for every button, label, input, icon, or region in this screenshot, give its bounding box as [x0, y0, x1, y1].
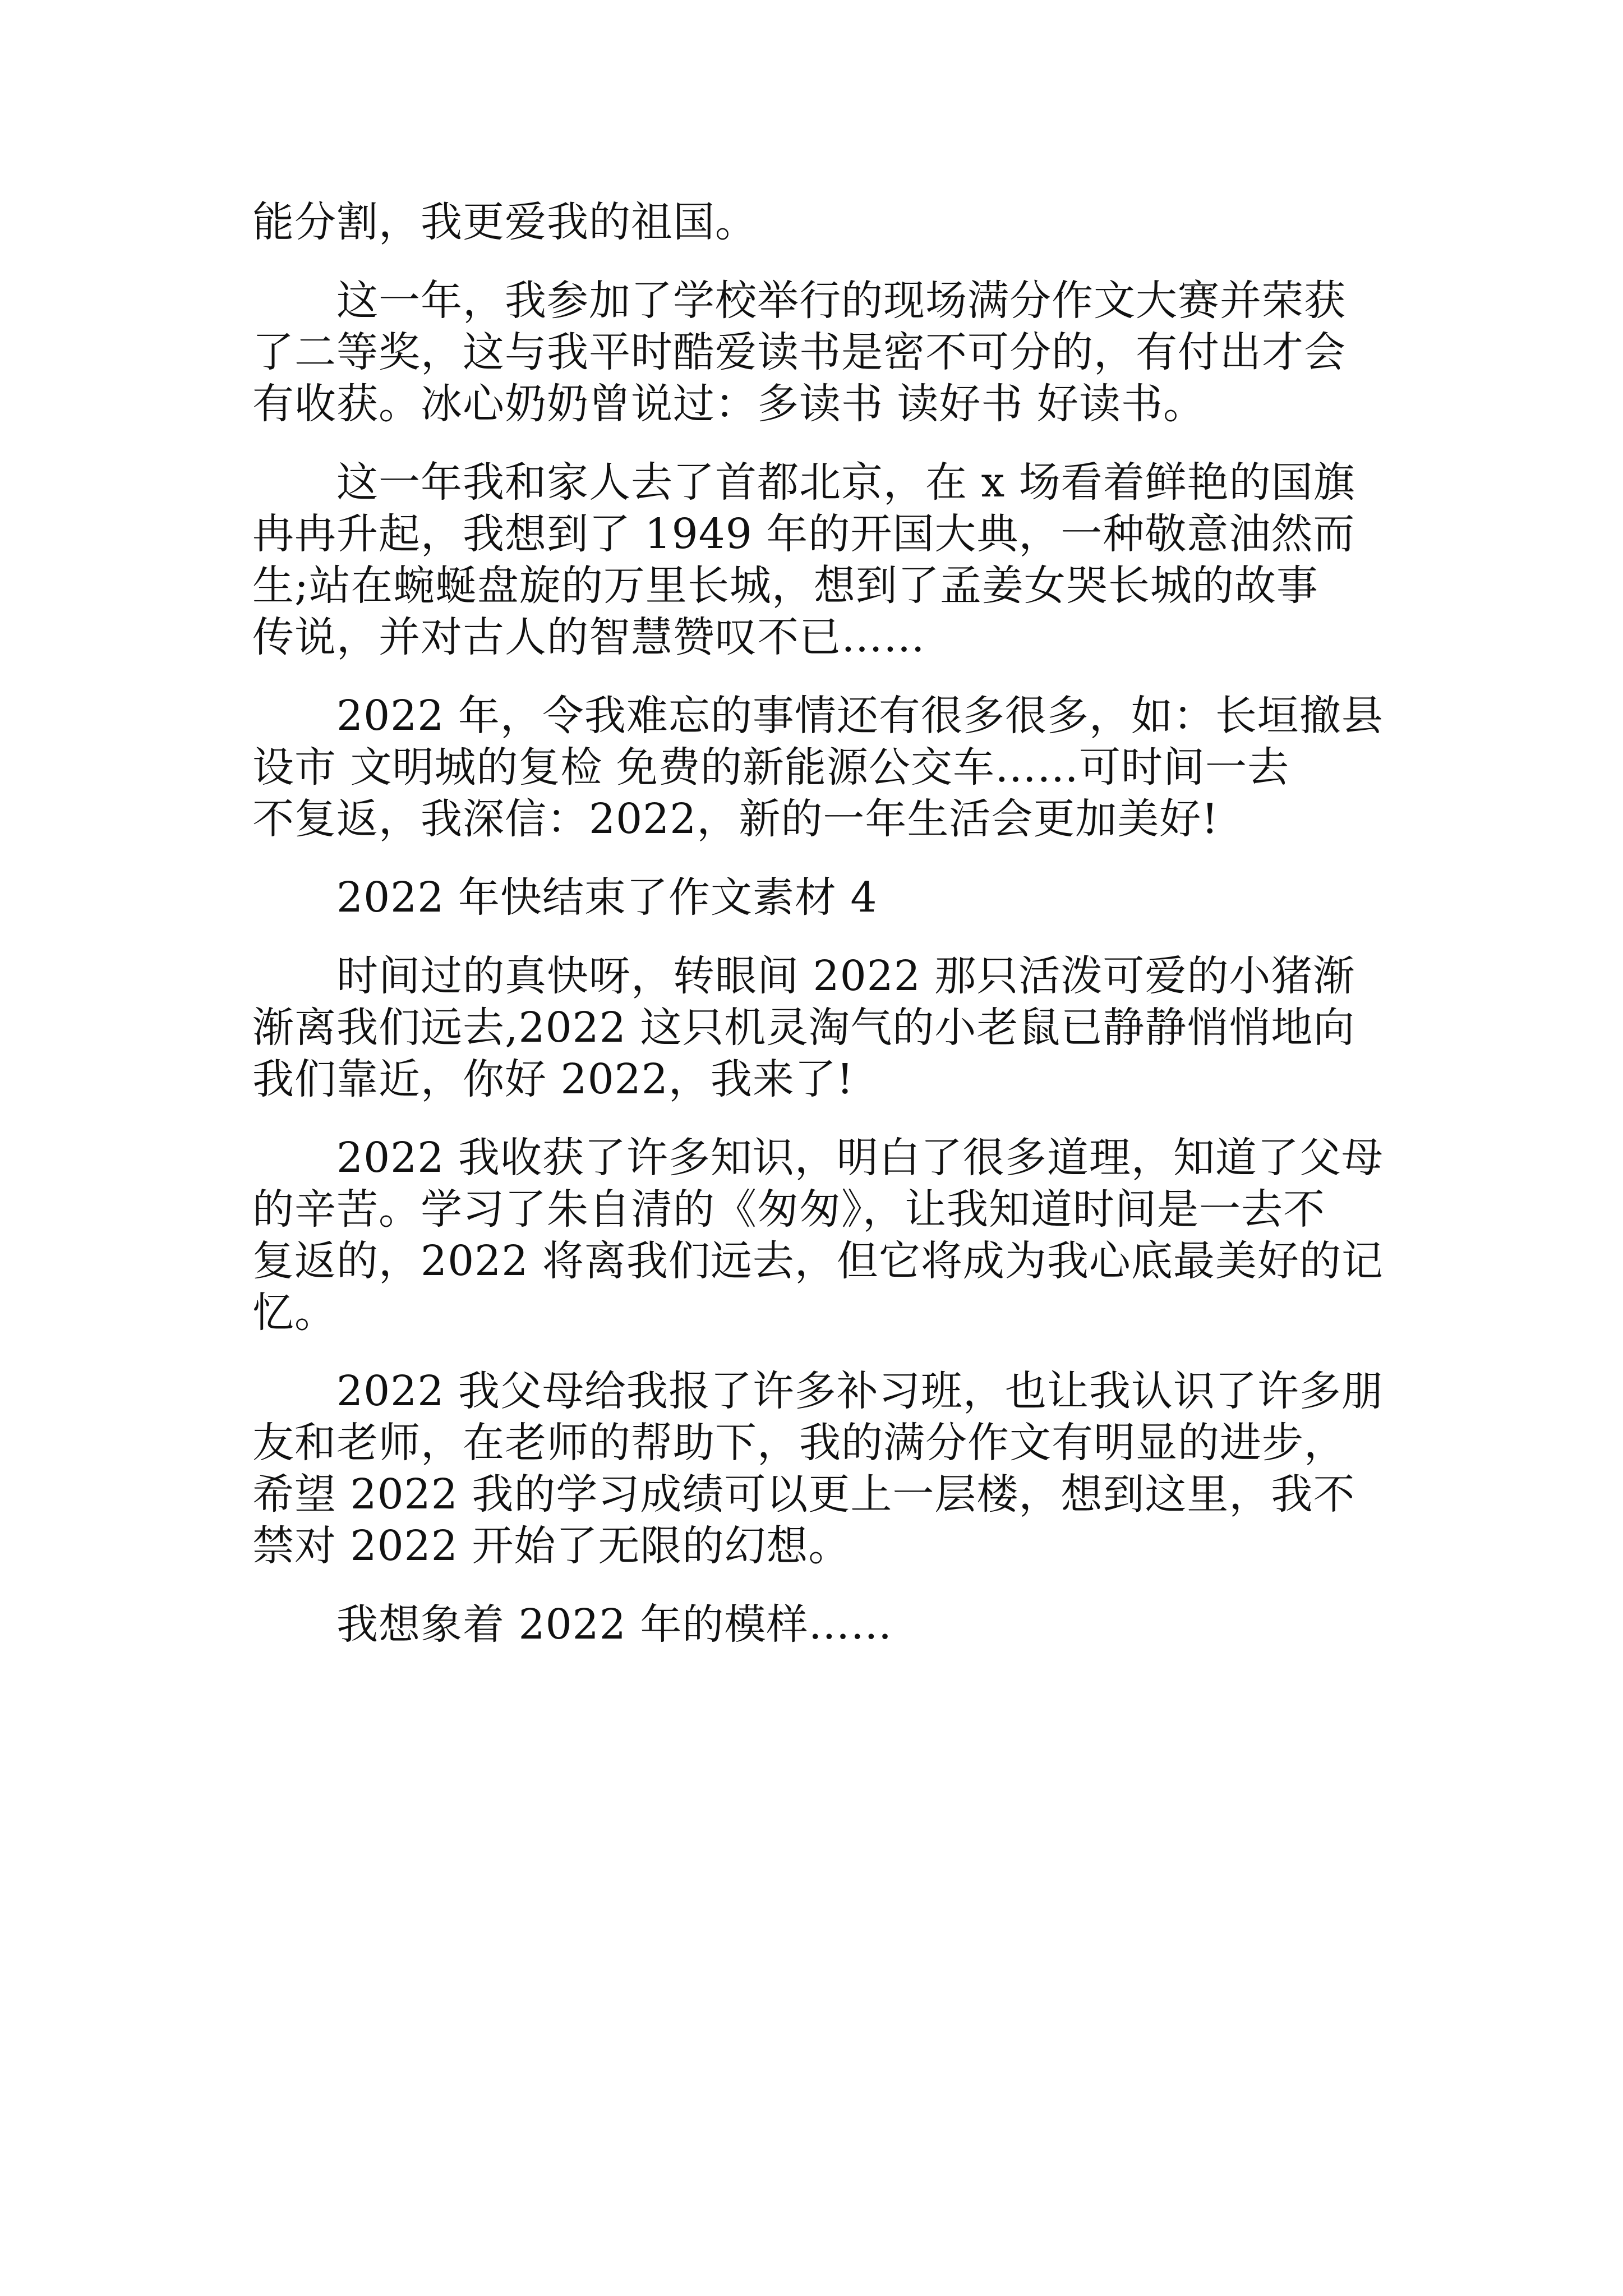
paragraph-gap: [252, 1338, 1388, 1365]
text-line: 渐离我们远去,2022 这只机灵淘气的小老鼠已静静悄悄地向: [252, 1004, 1355, 1052]
text-line: 设市 文明城的复检 免费的新能源公交车……可时间一去: [252, 743, 1290, 792]
text-line: 2022 年，令我难忘的事情还有很多很多，如：长垣撤县: [336, 692, 1384, 740]
text-line: 传说，并对古人的智慧赞叹不已……: [252, 613, 925, 661]
paragraph-gap: [252, 248, 1388, 275]
text-line: 我想象着 2022 年的模样……: [336, 1600, 893, 1649]
text-line: 2022 我父母给我报了许多补习班，也让我认识了许多朋: [336, 1367, 1384, 1415]
paragraph-gap: [252, 845, 1388, 872]
paragraph-gap: [252, 923, 1388, 950]
text-line: 生;站在蜿蜒盘旋的万里长城，想到了孟姜女哭长城的故事: [252, 562, 1318, 610]
paragraph-gap: [252, 1572, 1388, 1599]
text-line: 友和老师，在老师的帮助下，我的满分作文有明显的进步，: [252, 1419, 1346, 1467]
section-heading: 2022 年快结束了作文素材 4: [336, 873, 878, 922]
paragraph-gap: [252, 663, 1388, 690]
text-line: 复返的，2022 将离我们远去，但它将成为我心底最美好的记: [252, 1237, 1384, 1285]
text-line: 禁对 2022 开始了无限的幻想。: [252, 1522, 851, 1570]
paragraph-gap: [252, 1105, 1388, 1132]
text-line: 2022 我收获了许多知识，明白了很多道理，知道了父母: [336, 1134, 1384, 1182]
text-line: 希望 2022 我的学习成绩可以更上一层楼，想到这里，我不: [252, 1470, 1355, 1519]
document-body: [252, 196, 1388, 1650]
text-line: 不复返，我深信：2022，新的一年生活会更加美好!: [252, 795, 1219, 843]
text-line: 我们靠近，你好 2022，我来了!: [252, 1055, 854, 1103]
text-line: 了二等奖，这与我平时酷爱读书是密不可分的，有付出才会: [252, 328, 1346, 376]
text-line: 这一年我和家人去了首都北京，在 x 场看着鲜艳的国旗: [336, 458, 1355, 507]
text-line: 有收获。冰心奶奶曾说过：多读书 读好书 好读书。: [252, 380, 1206, 428]
paragraph-gap: [252, 430, 1388, 457]
text-line: 冉冉升起，我想到了 1949 年的开国大典，一种敬意油然而: [252, 510, 1355, 558]
text-line: 的辛苦。学习了朱自清的《匆匆》，让我知道时间是一去不: [252, 1185, 1325, 1234]
text-line: 能分割，我更爱我的祖国。: [252, 198, 757, 246]
text-line: 时间过的真快呀，转眼间 2022 那只活泼可爱的小猪渐: [336, 952, 1355, 1000]
text-line: 这一年，我参加了学校举行的现场满分作文大赛并荣获: [336, 277, 1346, 325]
text-line: 忆。: [252, 1289, 336, 1337]
